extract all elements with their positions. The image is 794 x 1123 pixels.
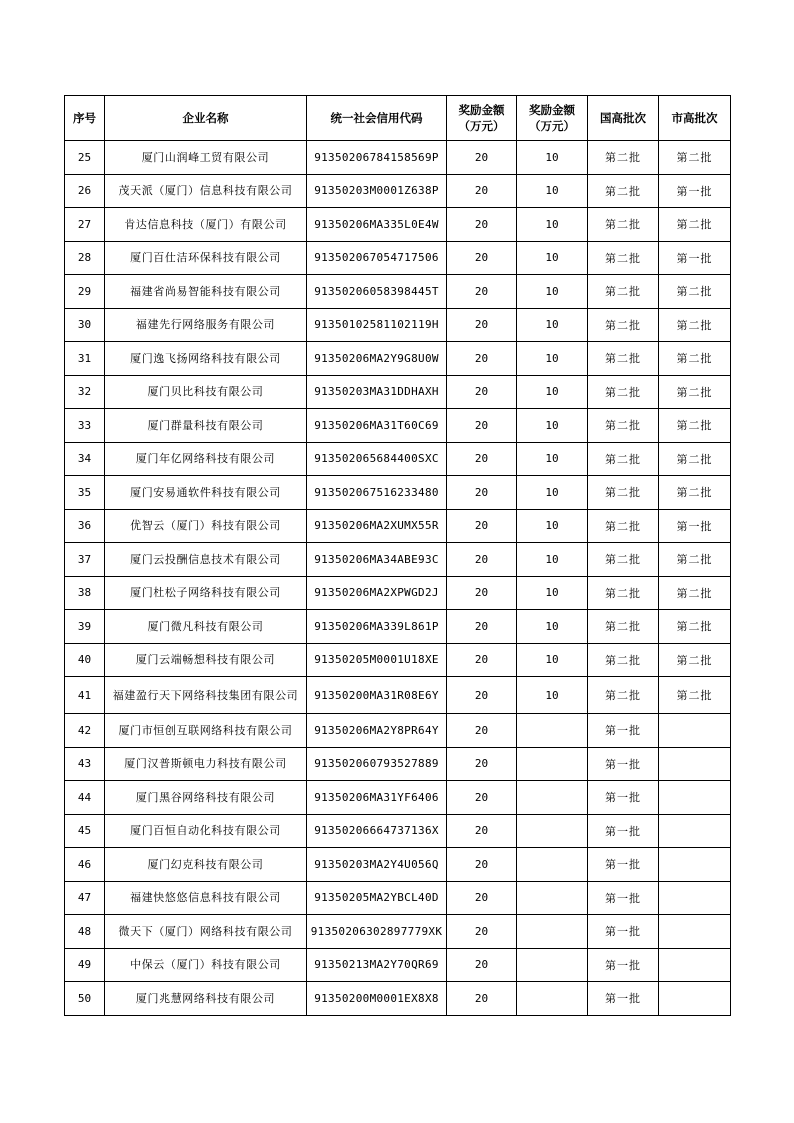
company-name-cell: 厦门杜松子网络科技有限公司	[105, 576, 307, 610]
header-city-award: 奖励金额 （万元）	[517, 96, 588, 141]
national-award-cell: 20	[447, 275, 517, 309]
seq-cell: 33	[65, 409, 105, 443]
credit-code-cell: 913502067516233480	[307, 476, 447, 510]
city-batch-cell: 第二批	[659, 576, 731, 610]
city-award-cell: 10	[517, 342, 588, 376]
table-row	[65, 677, 731, 714]
city-batch-cell: 第二批	[659, 308, 731, 342]
table-row	[65, 442, 731, 476]
city-batch-cell: 第二批	[659, 476, 731, 510]
national-batch-cell: 第二批	[588, 308, 659, 342]
table-row	[65, 543, 731, 577]
city-batch-cell	[659, 747, 731, 781]
city-award-cell: 10	[517, 275, 588, 309]
credit-code-cell: 91350206784158569P	[307, 141, 447, 175]
credit-code-cell: 91350206MA31T60C69	[307, 409, 447, 443]
table-row	[65, 982, 731, 1016]
national-award-cell: 20	[447, 610, 517, 644]
table-row	[65, 275, 731, 309]
national-batch-cell: 第二批	[588, 643, 659, 677]
city-batch-cell: 第二批	[659, 409, 731, 443]
national-award-cell: 20	[447, 576, 517, 610]
national-award-cell: 20	[447, 848, 517, 882]
seq-cell: 42	[65, 714, 105, 748]
national-batch-cell: 第二批	[588, 610, 659, 644]
city-batch-cell	[659, 982, 731, 1016]
credit-code-cell: 91350205M0001U18XE	[307, 643, 447, 677]
national-batch-cell: 第二批	[588, 375, 659, 409]
national-award-cell: 20	[447, 543, 517, 577]
company-name-cell: 厦门幻克科技有限公司	[105, 848, 307, 882]
national-batch-cell: 第一批	[588, 848, 659, 882]
national-batch-cell: 第二批	[588, 208, 659, 242]
header-row	[65, 96, 731, 141]
company-name-cell: 厦门百仕洁环保科技有限公司	[105, 241, 307, 275]
seq-cell: 35	[65, 476, 105, 510]
city-batch-cell: 第二批	[659, 543, 731, 577]
credit-code-cell: 91350206302897779XK	[307, 915, 447, 949]
table-row	[65, 241, 731, 275]
national-award-cell: 20	[447, 982, 517, 1016]
company-name-cell: 福建先行网络服务有限公司	[105, 308, 307, 342]
company-name-cell: 优智云（厦门）科技有限公司	[105, 509, 307, 543]
national-batch-cell: 第二批	[588, 476, 659, 510]
city-award-cell: 10	[517, 308, 588, 342]
credit-code-cell: 91350206MA2XPWGD2J	[307, 576, 447, 610]
table-row	[65, 781, 731, 815]
seq-cell: 43	[65, 747, 105, 781]
city-batch-cell	[659, 848, 731, 882]
table-row	[65, 643, 731, 677]
national-batch-cell: 第一批	[588, 814, 659, 848]
table-row	[65, 714, 731, 748]
city-award-cell: 10	[517, 610, 588, 644]
city-batch-cell: 第二批	[659, 677, 731, 714]
national-batch-cell: 第二批	[588, 509, 659, 543]
seq-cell: 38	[65, 576, 105, 610]
table-row	[65, 881, 731, 915]
national-award-cell: 20	[447, 781, 517, 815]
national-award-cell: 20	[447, 476, 517, 510]
seq-cell: 41	[65, 677, 105, 714]
national-award-cell: 20	[447, 915, 517, 949]
company-name-cell: 福建省尚易智能科技有限公司	[105, 275, 307, 309]
national-award-cell: 20	[447, 174, 517, 208]
credit-code-cell: 91350203M0001Z638P	[307, 174, 447, 208]
company-name-cell: 厦门百恒自动化科技有限公司	[105, 814, 307, 848]
credit-code-cell: 91350200M0001EX8X8	[307, 982, 447, 1016]
credit-code-cell: 913502060793527889	[307, 747, 447, 781]
city-award-cell	[517, 982, 588, 1016]
city-award-cell: 10	[517, 509, 588, 543]
seq-cell: 39	[65, 610, 105, 644]
company-name-cell: 微天下（厦门）网络科技有限公司	[105, 915, 307, 949]
city-award-cell: 10	[517, 409, 588, 443]
city-award-cell	[517, 948, 588, 982]
city-batch-cell	[659, 814, 731, 848]
national-batch-cell: 第二批	[588, 576, 659, 610]
table-row	[65, 610, 731, 644]
city-batch-cell: 第二批	[659, 275, 731, 309]
seq-cell: 48	[65, 915, 105, 949]
table-row	[65, 747, 731, 781]
city-batch-cell	[659, 714, 731, 748]
city-batch-cell: 第二批	[659, 442, 731, 476]
seq-cell: 47	[65, 881, 105, 915]
credit-code-cell: 91350200MA31R08E6Y	[307, 677, 447, 714]
city-award-cell	[517, 915, 588, 949]
national-award-cell: 20	[447, 442, 517, 476]
table-row	[65, 375, 731, 409]
company-name-cell: 厦门微凡科技有限公司	[105, 610, 307, 644]
national-batch-cell: 第一批	[588, 982, 659, 1016]
city-batch-cell: 第一批	[659, 241, 731, 275]
table-row	[65, 174, 731, 208]
seq-cell: 44	[65, 781, 105, 815]
company-name-cell: 厦门云投酬信息技术有限公司	[105, 543, 307, 577]
seq-cell: 30	[65, 308, 105, 342]
city-award-cell: 10	[517, 208, 588, 242]
company-name-cell: 厦门群量科技有限公司	[105, 409, 307, 443]
company-name-cell: 厦门山润峰工贸有限公司	[105, 141, 307, 175]
city-award-cell	[517, 848, 588, 882]
seq-cell: 40	[65, 643, 105, 677]
company-name-cell: 厦门市恒创互联网络科技有限公司	[105, 714, 307, 748]
city-award-cell: 10	[517, 643, 588, 677]
header-national-award: 奖励金额 （万元）	[447, 96, 517, 141]
national-batch-cell: 第一批	[588, 747, 659, 781]
city-award-cell: 10	[517, 141, 588, 175]
city-award-cell	[517, 881, 588, 915]
table-row	[65, 342, 731, 376]
credit-code-cell: 91350206MA339L861P	[307, 610, 447, 644]
company-name-cell: 厦门年亿网络科技有限公司	[105, 442, 307, 476]
city-batch-cell	[659, 881, 731, 915]
national-award-cell: 20	[447, 308, 517, 342]
table-row	[65, 476, 731, 510]
seq-cell: 50	[65, 982, 105, 1016]
table-row	[65, 308, 731, 342]
city-award-cell: 10	[517, 375, 588, 409]
credit-code-cell: 91350206MA34ABE93C	[307, 543, 447, 577]
national-batch-cell: 第二批	[588, 342, 659, 376]
table-row	[65, 848, 731, 882]
seq-cell: 32	[65, 375, 105, 409]
credit-code-cell: 913502065684400SXC	[307, 442, 447, 476]
header-city-batch: 市高批次	[659, 96, 731, 141]
credit-code-cell: 91350205MA2YBCL40D	[307, 881, 447, 915]
credit-code-cell: 913502067054717506	[307, 241, 447, 275]
header-seq: 序号	[65, 96, 105, 141]
seq-cell: 46	[65, 848, 105, 882]
national-batch-cell: 第一批	[588, 915, 659, 949]
company-name-cell: 厦门黑谷网络科技有限公司	[105, 781, 307, 815]
credit-code-cell: 91350206058398445T	[307, 275, 447, 309]
table-row	[65, 576, 731, 610]
city-award-cell: 10	[517, 677, 588, 714]
city-award-cell	[517, 814, 588, 848]
seq-cell: 27	[65, 208, 105, 242]
table-row	[65, 509, 731, 543]
company-name-cell: 厦门云端畅想科技有限公司	[105, 643, 307, 677]
city-award-cell: 10	[517, 543, 588, 577]
seq-cell: 29	[65, 275, 105, 309]
company-name-cell: 福建快悠悠信息科技有限公司	[105, 881, 307, 915]
national-award-cell: 20	[447, 409, 517, 443]
national-batch-cell: 第一批	[588, 948, 659, 982]
national-batch-cell: 第二批	[588, 677, 659, 714]
company-name-cell: 中保云（厦门）科技有限公司	[105, 948, 307, 982]
city-batch-cell	[659, 781, 731, 815]
company-name-cell: 厦门贝比科技有限公司	[105, 375, 307, 409]
city-batch-cell: 第二批	[659, 208, 731, 242]
company-award-table	[64, 95, 731, 1016]
seq-cell: 37	[65, 543, 105, 577]
company-name-cell: 厦门汉普斯顿电力科技有限公司	[105, 747, 307, 781]
city-award-cell: 10	[517, 174, 588, 208]
national-batch-cell: 第二批	[588, 543, 659, 577]
national-award-cell: 20	[447, 714, 517, 748]
national-batch-cell: 第一批	[588, 781, 659, 815]
credit-code-cell: 91350203MA2Y4U056Q	[307, 848, 447, 882]
company-name-cell: 肯达信息科技（厦门）有限公司	[105, 208, 307, 242]
table-row	[65, 948, 731, 982]
city-batch-cell: 第二批	[659, 643, 731, 677]
credit-code-cell: 91350206664737136X	[307, 814, 447, 848]
credit-code-cell: 91350206MA2Y8PR64Y	[307, 714, 447, 748]
credit-code-cell: 91350203MA31DDHAXH	[307, 375, 447, 409]
credit-code-cell: 91350206MA2Y9G8U0W	[307, 342, 447, 376]
national-batch-cell: 第一批	[588, 881, 659, 915]
national-batch-cell: 第二批	[588, 442, 659, 476]
national-award-cell: 20	[447, 375, 517, 409]
city-batch-cell	[659, 915, 731, 949]
national-award-cell: 20	[447, 881, 517, 915]
national-award-cell: 20	[447, 509, 517, 543]
header-national-batch: 国高批次	[588, 96, 659, 141]
credit-code-cell: 91350206MA2XUMX55R	[307, 509, 447, 543]
credit-code-cell: 91350206MA31YF6406	[307, 781, 447, 815]
seq-cell: 28	[65, 241, 105, 275]
national-batch-cell: 第二批	[588, 409, 659, 443]
national-award-cell: 20	[447, 643, 517, 677]
city-batch-cell: 第二批	[659, 375, 731, 409]
credit-code-cell: 91350102581102119H	[307, 308, 447, 342]
table-row	[65, 814, 731, 848]
header-credit-code: 统一社会信用代码	[307, 96, 447, 141]
city-batch-cell: 第二批	[659, 342, 731, 376]
national-batch-cell: 第二批	[588, 141, 659, 175]
table-row	[65, 141, 731, 175]
national-award-cell: 20	[447, 342, 517, 376]
national-award-cell: 20	[447, 814, 517, 848]
table-row	[65, 409, 731, 443]
city-batch-cell: 第二批	[659, 141, 731, 175]
table-row	[65, 208, 731, 242]
seq-cell: 36	[65, 509, 105, 543]
company-name-cell: 福建盈行天下网络科技集团有限公司	[105, 677, 307, 714]
city-award-cell: 10	[517, 476, 588, 510]
city-batch-cell: 第一批	[659, 509, 731, 543]
city-batch-cell	[659, 948, 731, 982]
table-row	[65, 915, 731, 949]
seq-cell: 26	[65, 174, 105, 208]
national-award-cell: 20	[447, 677, 517, 714]
credit-code-cell: 91350206MA335L0E4W	[307, 208, 447, 242]
city-batch-cell: 第二批	[659, 610, 731, 644]
national-batch-cell: 第二批	[588, 275, 659, 309]
seq-cell: 34	[65, 442, 105, 476]
company-name-cell: 厦门逸飞扬网络科技有限公司	[105, 342, 307, 376]
city-award-cell: 10	[517, 442, 588, 476]
city-award-cell	[517, 714, 588, 748]
national-award-cell: 20	[447, 747, 517, 781]
company-name-cell: 茂天派（厦门）信息科技有限公司	[105, 174, 307, 208]
credit-code-cell: 91350213MA2Y70QR69	[307, 948, 447, 982]
national-award-cell: 20	[447, 208, 517, 242]
city-award-cell	[517, 747, 588, 781]
national-batch-cell: 第二批	[588, 174, 659, 208]
national-award-cell: 20	[447, 948, 517, 982]
city-award-cell: 10	[517, 241, 588, 275]
seq-cell: 31	[65, 342, 105, 376]
header-company-name: 企业名称	[105, 96, 307, 141]
city-batch-cell: 第一批	[659, 174, 731, 208]
national-batch-cell: 第一批	[588, 714, 659, 748]
national-batch-cell: 第二批	[588, 241, 659, 275]
city-award-cell: 10	[517, 576, 588, 610]
seq-cell: 45	[65, 814, 105, 848]
national-award-cell: 20	[447, 141, 517, 175]
seq-cell: 49	[65, 948, 105, 982]
company-name-cell: 厦门安易通软件科技有限公司	[105, 476, 307, 510]
company-name-cell: 厦门兆慧网络科技有限公司	[105, 982, 307, 1016]
national-award-cell: 20	[447, 241, 517, 275]
city-award-cell	[517, 781, 588, 815]
seq-cell: 25	[65, 141, 105, 175]
